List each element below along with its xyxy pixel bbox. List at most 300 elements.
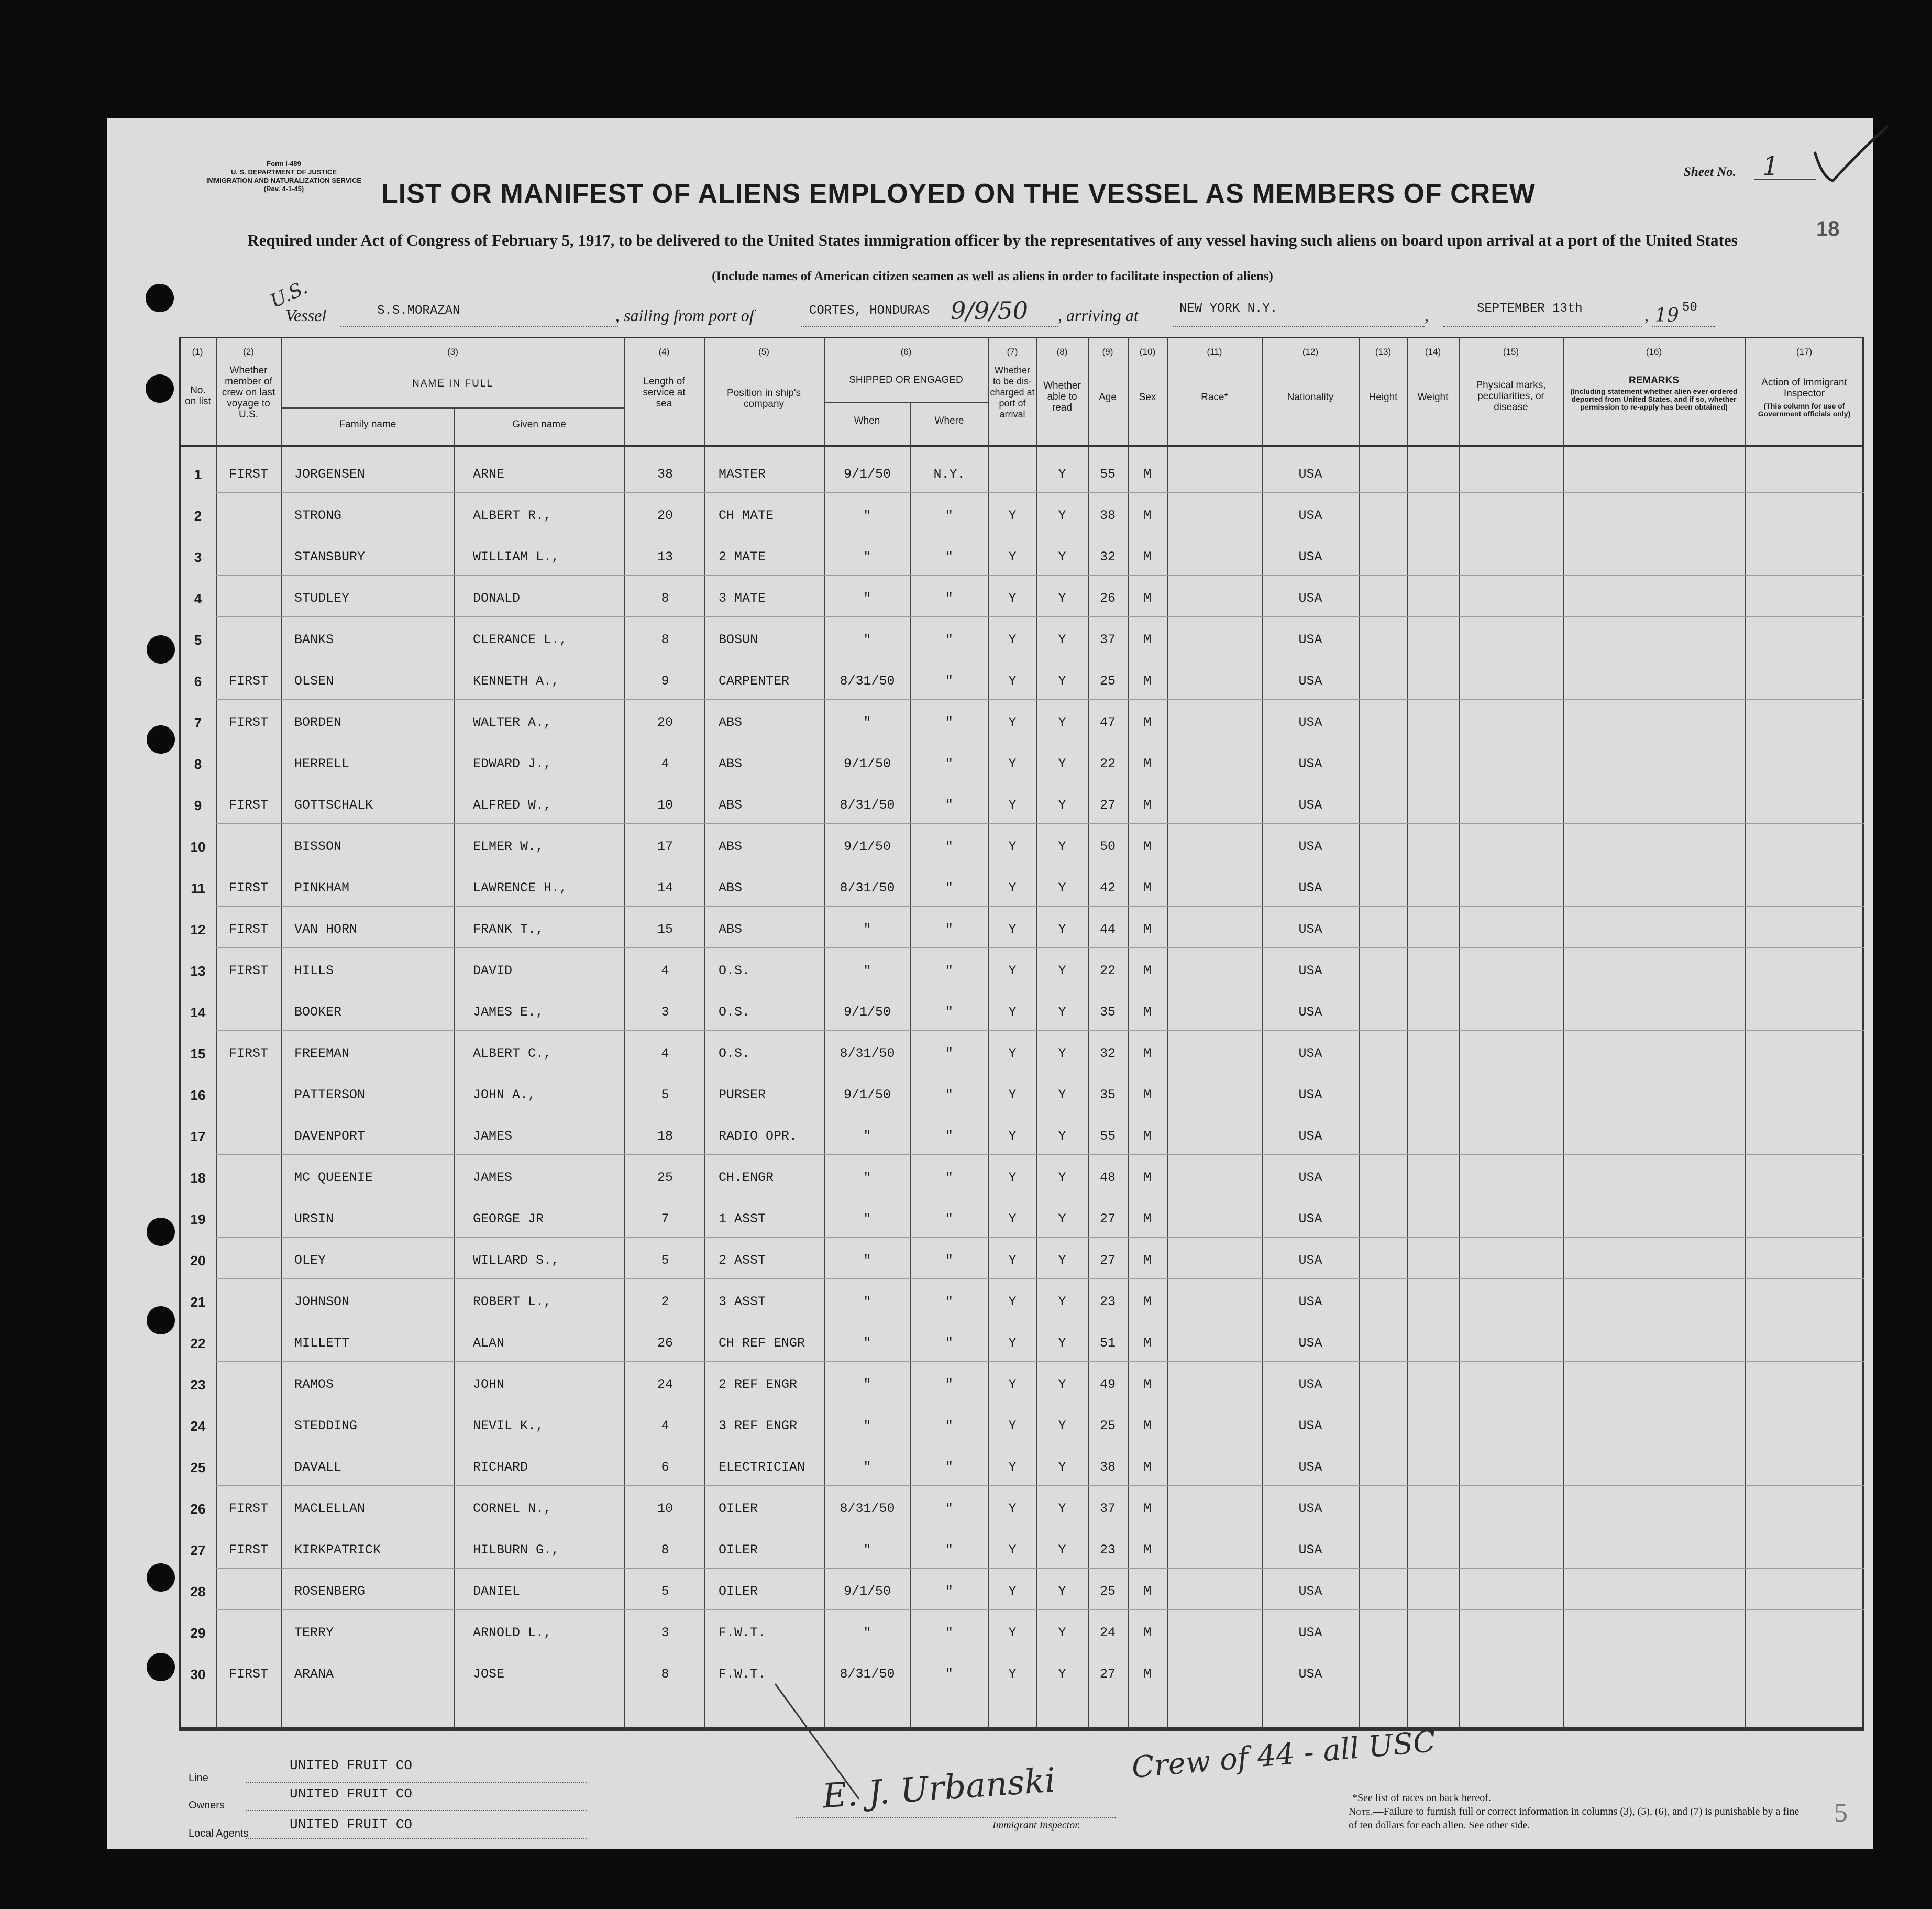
race-footnote: *See list of races on back hereof. [1352, 1792, 1491, 1804]
crew-discharge-flag: Y [1008, 632, 1017, 647]
col-header-physical: Physical marks, peculiarities, or disease [1476, 380, 1546, 413]
crew-last-voyage: FIRST [228, 1667, 268, 1682]
crew-family-name: BANKS [294, 632, 334, 647]
crew-shipped-where: " [945, 1418, 953, 1433]
crew-family-name: RAMOS [294, 1377, 334, 1392]
crew-number: 22 [190, 1336, 206, 1351]
crew-last-voyage: FIRST [228, 674, 268, 689]
crew-age: 49 [1099, 1377, 1116, 1392]
crew-sex: M [1143, 963, 1152, 978]
crew-discharge-flag: Y [1008, 1542, 1017, 1558]
crew-family-name: BOOKER [294, 1005, 342, 1020]
crew-sex: M [1143, 1294, 1152, 1309]
crew-age: 35 [1099, 1087, 1116, 1102]
crew-nationality: USA [1298, 839, 1322, 854]
crew-read-flag: Y [1058, 1625, 1066, 1640]
vessel-name: S.S.MORAZAN [377, 304, 460, 318]
table-footer-rule [179, 1729, 1864, 1731]
crew-sex: M [1143, 632, 1152, 647]
crew-position: CH.ENGR [719, 1170, 774, 1185]
col-header-remarks: REMARKS [1628, 375, 1680, 386]
crew-shipped-where: " [945, 632, 953, 647]
sailing-date: 9/9/50 [951, 296, 1029, 325]
crew-age: 22 [1099, 756, 1116, 771]
crew-discharge-flag: Y [1008, 1005, 1017, 1020]
crew-last-voyage: FIRST [228, 715, 268, 730]
col-num-1: (1) [192, 347, 203, 357]
crew-sex: M [1143, 1087, 1152, 1102]
crew-shipped-where: " [945, 839, 953, 854]
crew-shipped-when: 8/31/50 [840, 1046, 895, 1061]
crew-read-flag: Y [1058, 880, 1066, 896]
crew-family-name: ROSENBERG [294, 1584, 366, 1599]
crew-discharge-flag: Y [1008, 798, 1017, 813]
column-rule [824, 337, 825, 1729]
crew-age: 27 [1099, 1253, 1116, 1268]
col-header-when: When [854, 415, 880, 426]
crew-position: PURSER [719, 1087, 766, 1102]
crew-position: ABS [719, 715, 743, 730]
crew-given-name: HILBURN G., [473, 1542, 560, 1558]
crew-position: OILER [719, 1501, 758, 1516]
crew-family-name: BORDEN [294, 715, 342, 730]
crew-shipped-where: " [945, 1377, 953, 1392]
row-rule [216, 699, 1864, 700]
crew-number: 28 [190, 1584, 206, 1599]
crew-family-name: MILLETT [294, 1336, 350, 1351]
crew-position: MASTER [719, 467, 766, 482]
crew-given-name: EDWARD J., [473, 756, 552, 771]
date-underline [1443, 326, 1642, 327]
page-mark: 5 [1834, 1798, 1848, 1828]
crew-shipped-where: " [945, 1625, 953, 1640]
crew-discharge-flag: Y [1008, 715, 1017, 730]
crew-sex: M [1143, 1542, 1152, 1558]
crew-nationality: USA [1298, 1667, 1322, 1682]
crew-age: 27 [1099, 1667, 1116, 1682]
inclusion-note: (Include names of American citizen seamen as well as aliens in order to facilitate inspection of aliens) [712, 269, 1273, 283]
crew-given-name: CLERANCE L., [473, 632, 568, 647]
crew-read-flag: Y [1058, 922, 1066, 937]
separator-comma: , [1644, 306, 1649, 325]
crew-nationality: USA [1298, 1211, 1322, 1227]
crew-age: 55 [1099, 1129, 1116, 1144]
column-rule [988, 337, 989, 1729]
crew-family-name: STEDDING [294, 1418, 358, 1433]
form-number: Form I-489 [267, 160, 301, 168]
crew-nationality: USA [1298, 1542, 1322, 1558]
column-rule [1167, 337, 1168, 1729]
crew-family-name: JORGENSEN [294, 467, 366, 482]
crew-number: 20 [190, 1253, 206, 1268]
crew-last-voyage: FIRST [228, 880, 268, 896]
crew-service-length: 24 [657, 1377, 673, 1392]
year-underline [1652, 326, 1715, 327]
crew-service-length: 5 [661, 1253, 669, 1268]
crew-family-name: PATTERSON [294, 1087, 366, 1102]
crew-discharge-flag: Y [1008, 1377, 1017, 1392]
crew-sex: M [1143, 1170, 1152, 1185]
crew-age: 37 [1099, 632, 1116, 647]
owners-value: UNITED FRUIT CO [290, 1786, 413, 1802]
crew-service-length: 14 [657, 880, 673, 896]
crew-family-name: DAVALL [294, 1460, 342, 1475]
crew-last-voyage: FIRST [228, 1501, 268, 1516]
crew-discharge-flag: Y [1008, 1129, 1017, 1144]
crew-discharge-flag: Y [1008, 1253, 1017, 1268]
crew-read-flag: Y [1058, 467, 1066, 482]
sheet-number-value: 1 [1762, 151, 1779, 181]
crew-sex: M [1143, 922, 1152, 937]
crew-read-flag: Y [1058, 674, 1066, 689]
row-rule [216, 1154, 1864, 1155]
row-rule [216, 492, 1864, 493]
crew-nationality: USA [1298, 508, 1322, 523]
col-num-13: (13) [1375, 347, 1392, 357]
row-rule [216, 947, 1864, 948]
crew-read-flag: Y [1058, 1377, 1066, 1392]
crew-number: 5 [194, 632, 202, 648]
column-rule [1745, 337, 1746, 1729]
crew-read-flag: Y [1058, 549, 1066, 565]
crew-given-name: JAMES [473, 1129, 513, 1144]
crew-position: CH MATE [719, 508, 774, 523]
crew-service-length: 4 [661, 1418, 669, 1433]
crew-age: 37 [1099, 1501, 1116, 1516]
crew-given-name: FRANK T., [473, 922, 544, 937]
crew-service-length: 9 [661, 674, 669, 689]
crew-shipped-when: " [863, 715, 871, 730]
name-subheader-rule [281, 407, 624, 409]
crew-family-name: KIRKPATRICK [294, 1542, 381, 1558]
crew-discharge-flag: Y [1008, 674, 1017, 689]
crew-position: 2 ASST [719, 1253, 766, 1268]
col-header-shipped: SHIPPED OR ENGAGED [849, 374, 963, 385]
crew-shipped-when: " [863, 508, 871, 523]
crew-shipped-where: " [945, 1460, 953, 1475]
col-header-nationality: Nationality [1287, 392, 1334, 403]
sheet-number-underline [1754, 179, 1816, 180]
crew-position: ABS [719, 756, 743, 771]
crew-position: O.S. [719, 1005, 750, 1020]
crew-age: 32 [1099, 1046, 1116, 1061]
crew-shipped-when: 9/1/50 [843, 1005, 891, 1020]
crew-discharge-flag: Y [1008, 1501, 1017, 1516]
crew-nationality: USA [1298, 798, 1322, 813]
column-rule [624, 337, 625, 1729]
port-underline [801, 326, 1058, 327]
crew-shipped-when: " [863, 1377, 871, 1392]
col-header-weight: Weight [1417, 392, 1449, 403]
crew-sex: M [1143, 591, 1152, 606]
crew-position: ABS [719, 880, 743, 896]
crew-discharge-flag: Y [1008, 963, 1017, 978]
punch-hole [147, 635, 175, 664]
col-num-8: (8) [1056, 347, 1068, 357]
crew-shipped-when: " [863, 632, 871, 647]
crew-shipped-when: 8/31/50 [840, 798, 895, 813]
col-num-9: (9) [1102, 347, 1113, 357]
crew-shipped-when: 9/1/50 [843, 1087, 891, 1102]
row-rule [216, 906, 1864, 907]
crew-sex: M [1143, 715, 1152, 730]
crew-number: 1 [194, 467, 202, 482]
crew-sex: M [1143, 756, 1152, 771]
crew-given-name: WILLIAM L., [473, 549, 560, 565]
crew-age: 50 [1099, 839, 1116, 854]
crew-given-name: DANIEL [473, 1584, 521, 1599]
crew-shipped-where: " [945, 1501, 953, 1516]
crew-shipped-where: " [945, 1005, 953, 1020]
note-text: —Failure to furnish full or correct information in columns (3), (5), (6), and (7) is punishable by a fine of ten dollars for each alien. See other side. [1349, 1806, 1799, 1831]
crew-service-length: 2 [661, 1294, 669, 1309]
column-rule [1128, 337, 1129, 1729]
crew-given-name: WALTER A., [473, 715, 552, 730]
crew-nationality: USA [1298, 1129, 1322, 1144]
crew-shipped-when: 9/1/50 [843, 756, 891, 771]
punch-hole [146, 374, 174, 403]
crew-position: O.S. [719, 963, 750, 978]
crew-family-name: VAN HORN [294, 922, 358, 937]
crew-age: 27 [1099, 798, 1116, 813]
crew-sex: M [1143, 1336, 1152, 1351]
crew-nationality: USA [1298, 1501, 1322, 1516]
crew-age: 22 [1099, 963, 1116, 978]
arriving-label: , arriving at [1058, 306, 1139, 325]
crew-shipped-where: N.Y. [933, 467, 965, 482]
crew-shipped-when: " [863, 1294, 871, 1309]
crew-read-flag: Y [1058, 1170, 1066, 1185]
column-rule [1563, 337, 1564, 1729]
crew-given-name: LAWRENCE H., [473, 880, 568, 896]
crew-number: 25 [190, 1460, 206, 1475]
vessel-label: Vessel [285, 306, 327, 325]
crew-given-name: ALAN [473, 1336, 505, 1351]
crew-age: 38 [1099, 508, 1116, 523]
crew-nationality: USA [1298, 1087, 1322, 1102]
crew-sex: M [1143, 1501, 1152, 1516]
crew-sex: M [1143, 1460, 1152, 1475]
crew-sex: M [1143, 1253, 1152, 1268]
col-header-action-note: (This column for use of Government officials only) [1758, 402, 1851, 418]
col-num-5: (5) [758, 347, 769, 357]
crew-position: F.W.T. [719, 1625, 766, 1640]
crew-position: ELECTRICIAN [719, 1460, 805, 1475]
crew-shipped-where: " [945, 756, 953, 771]
crew-service-length: 7 [661, 1211, 669, 1227]
crew-number: 26 [190, 1501, 206, 1517]
crew-family-name: STUDLEY [294, 591, 350, 606]
crew-discharge-flag: Y [1008, 1667, 1017, 1682]
crew-number: 10 [190, 839, 206, 855]
crew-read-flag: Y [1058, 1294, 1066, 1309]
crew-position: F.W.T. [719, 1667, 766, 1682]
crew-family-name: PINKHAM [294, 880, 350, 896]
crew-nationality: USA [1298, 880, 1322, 896]
col-num-11: (11) [1207, 347, 1222, 357]
line-value: UNITED FRUIT CO [290, 1758, 413, 1773]
col-num-4: (4) [658, 347, 670, 357]
crew-shipped-where: " [945, 1584, 953, 1599]
crew-position: 3 REF ENGR [719, 1418, 798, 1433]
crew-age: 25 [1099, 674, 1116, 689]
crew-given-name: JAMES E., [473, 1005, 544, 1020]
crew-shipped-when: " [863, 1460, 871, 1475]
crew-read-flag: Y [1058, 1211, 1066, 1227]
crew-sex: M [1143, 1625, 1152, 1640]
line-label: Line [189, 1772, 208, 1784]
crew-read-flag: Y [1058, 1336, 1066, 1351]
crew-family-name: MC QUEENIE [294, 1170, 373, 1185]
crew-sex: M [1143, 1046, 1152, 1061]
crew-shipped-when: " [863, 1625, 871, 1640]
crew-age: 47 [1099, 715, 1116, 730]
crew-read-flag: Y [1058, 1667, 1066, 1682]
crew-service-length: 8 [661, 632, 669, 647]
crew-service-length: 4 [661, 963, 669, 978]
crew-family-name: JOHNSON [294, 1294, 350, 1309]
crew-position: 3 ASST [719, 1294, 766, 1309]
crew-given-name: JOHN [473, 1377, 505, 1392]
crew-family-name: HERRELL [294, 756, 350, 771]
year-value: 50 [1682, 301, 1697, 315]
crew-sex: M [1143, 1584, 1152, 1599]
crew-nationality: USA [1298, 549, 1322, 565]
crew-age: 42 [1099, 880, 1116, 896]
crew-shipped-when: " [863, 1170, 871, 1185]
crew-shipped-when: " [863, 1542, 871, 1558]
row-rule [216, 1237, 1864, 1238]
crew-age: 48 [1099, 1170, 1116, 1185]
crew-position: 2 REF ENGR [719, 1377, 798, 1392]
crew-shipped-where: " [945, 508, 953, 523]
crew-last-voyage: FIRST [228, 922, 268, 937]
col-header-race: Race* [1201, 392, 1228, 403]
crew-number: 7 [194, 715, 202, 731]
column-rule [1359, 337, 1360, 1729]
crew-shipped-where: " [945, 1211, 953, 1227]
crew-position: OILER [719, 1542, 758, 1558]
crew-shipped-where: " [945, 1667, 953, 1682]
crew-number: 23 [190, 1377, 206, 1393]
crew-given-name: JOHN A., [473, 1087, 536, 1102]
crew-nationality: USA [1298, 1294, 1322, 1309]
crew-number: 11 [191, 880, 205, 896]
col-header-age: Age [1099, 392, 1117, 403]
crew-shipped-when: " [863, 963, 871, 978]
crew-shipped-where: " [945, 1542, 953, 1558]
crew-position: BOSUN [719, 632, 758, 647]
crew-service-length: 13 [657, 549, 673, 565]
punch-hole [146, 284, 174, 312]
crew-number: 16 [190, 1087, 206, 1103]
crew-last-voyage: FIRST [228, 963, 268, 978]
crew-nationality: USA [1298, 715, 1322, 730]
crew-service-length: 17 [657, 839, 673, 854]
crew-position: ABS [719, 839, 743, 854]
crew-family-name: URSIN [294, 1211, 334, 1227]
row-rule [216, 1609, 1864, 1610]
note-label: Note. [1349, 1806, 1373, 1817]
header-bottom-rule [179, 445, 1864, 447]
punch-hole [147, 725, 175, 754]
check-mark-icon [1812, 120, 1891, 189]
crew-age: 27 [1099, 1211, 1116, 1227]
col-header-height: Height [1368, 392, 1398, 403]
col-num-17: (17) [1796, 347, 1813, 357]
crew-given-name: ARNOLD L., [473, 1625, 552, 1640]
punch-hole [147, 1306, 175, 1334]
crew-family-name: TERRY [294, 1625, 334, 1640]
crew-number: 6 [194, 674, 202, 689]
vessel-underline [340, 326, 618, 327]
crew-given-name: GEORGE JR [473, 1211, 544, 1227]
crew-service-length: 8 [661, 1542, 669, 1558]
column-rule [704, 337, 705, 1729]
crew-nationality: USA [1298, 1418, 1322, 1433]
crew-given-name: ARNE [473, 467, 505, 482]
crew-nationality: USA [1298, 922, 1322, 937]
crew-family-name: GOTTSCHALK [294, 798, 373, 813]
crew-read-flag: Y [1058, 1460, 1066, 1475]
crew-table [179, 337, 1864, 1729]
crew-sex: M [1143, 1005, 1152, 1020]
crew-shipped-where: " [945, 1253, 953, 1268]
punch-hole [147, 1563, 175, 1592]
crew-age: 51 [1099, 1336, 1116, 1351]
crew-read-flag: Y [1058, 1129, 1066, 1144]
crew-shipped-where: " [945, 1129, 953, 1144]
crew-age: 38 [1099, 1460, 1116, 1475]
crew-nationality: USA [1298, 1253, 1322, 1268]
crew-given-name: CORNEL N., [473, 1501, 552, 1516]
crew-sex: M [1143, 508, 1152, 523]
crew-number: 2 [194, 508, 202, 524]
crew-nationality: USA [1298, 1170, 1322, 1185]
crew-service-length: 25 [657, 1170, 673, 1185]
crew-read-flag: Y [1058, 839, 1066, 854]
crew-shipped-where: " [945, 963, 953, 978]
vessel-prefix: U.S. [267, 277, 311, 313]
crew-service-length: 3 [661, 1005, 669, 1020]
crew-given-name: ALBERT R., [473, 508, 552, 523]
crew-discharge-flag: Y [1008, 880, 1017, 896]
crew-service-length: 4 [661, 1046, 669, 1061]
crew-shipped-where: " [945, 922, 953, 937]
crew-nationality: USA [1298, 1625, 1322, 1640]
crew-read-flag: Y [1058, 1253, 1066, 1268]
crew-sex: M [1143, 880, 1152, 896]
crew-shipped-when: 9/1/50 [843, 1584, 891, 1599]
crew-family-name: OLSEN [294, 674, 334, 689]
crew-age: 26 [1099, 591, 1116, 606]
crew-given-name: JOSE [473, 1667, 505, 1682]
crew-given-name: DONALD [473, 591, 521, 606]
department-name: U. S. DEPARTMENT OF JUSTICE [231, 168, 337, 176]
crew-discharge-flag: Y [1008, 1584, 1017, 1599]
row-rule [216, 1485, 1864, 1486]
crew-number: 24 [190, 1418, 206, 1434]
crew-discharge-flag: Y [1008, 591, 1017, 606]
col-header-sex: Sex [1139, 392, 1156, 403]
crew-number: 8 [194, 756, 202, 772]
crew-read-flag: Y [1058, 591, 1066, 606]
col-num-2: (2) [243, 347, 254, 357]
crew-age: 35 [1099, 1005, 1116, 1020]
column-rule [1088, 337, 1089, 1729]
col-num-12: (12) [1302, 347, 1319, 357]
penalty-note [1349, 1805, 1804, 1832]
